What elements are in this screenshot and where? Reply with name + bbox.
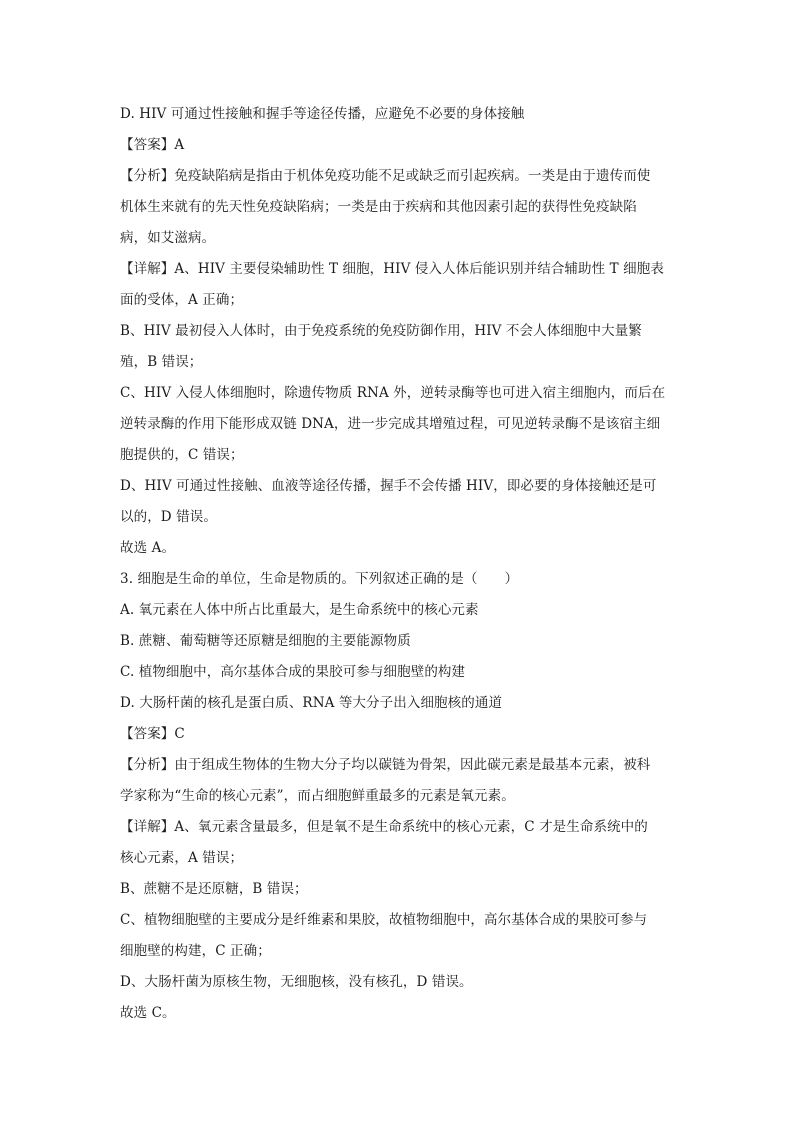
answer-q2: 【答案】A [120, 137, 185, 153]
option-d-q2: D. HIV 可通过性接触和握手等途径传播，应避免不必要的身体接触 [120, 106, 525, 122]
choice-q2: 故选 A。 [120, 540, 176, 556]
explanation-q2-line-7: 胞提供的，C 错误； [120, 447, 244, 463]
explanation-q3-line-6: D、大肠杆菌为原核生物，无细胞核，没有核孔，D 错误。 [120, 974, 473, 990]
explanation-q2-line-5: C、HIV 入侵人体细胞时，除遗传物质 RNA 外，逆转录酶等也可进入宿主细胞内，而后在 [120, 385, 666, 401]
explanation-q2-line-9: 以的，D 错误。 [120, 509, 217, 525]
explanation-q2-line-8: D、HIV 可通过性接触、血液等途径传播，握手不会传播 HIV，即必要的身体接触还是可 [120, 478, 657, 494]
question-3-stem: 3. 细胞是生命的单位，生命是物质的。下列叙述正确的是（ ） [120, 571, 519, 587]
explanation-q2-line-2: 面的受体，A 正确； [120, 292, 244, 308]
explanation-q2-line-6: 逆转录酶的作用下能形成双链 DNA，进一步完成其增殖过程，可见逆转录酶不是该宿主细 [120, 416, 661, 432]
analysis-q2-line-2: 机体生来就有的先天性免疫缺陷病；一类是由于疾病和其他因素引起的获得性免疫缺陷 [120, 199, 637, 215]
explanation-q3-line-5: 细胞壁的构建，C 正确； [120, 943, 271, 959]
explanation-q3-line-2: 核心元素，A 错误； [120, 850, 244, 866]
option-a-q3: A. 氧元素在人体中所占比重最大，是生命系统中的核心元素 [120, 602, 479, 618]
analysis-q3-line-2: 学家称为“生命的核心元素”，而占细胞鲜重最多的元素是氧元素。 [120, 788, 515, 804]
option-d-q3: D. 大肠杆菌的核孔是蛋白质、RNA 等大分子出入细胞核的通道 [120, 695, 503, 711]
explanation-q2-line-4: 殖，B 错误； [120, 354, 203, 370]
explanation-q2-line-3: B、HIV 最初侵入人体时，由于免疫系统的免疫防御作用，HIV 不会人体细胞中大量繁 [120, 323, 642, 339]
analysis-q2-line-3: 病，如艾滋病。 [120, 230, 216, 246]
explanation-q2-line-1: 【详解】A、HIV 主要侵染辅助性 T 细胞，HIV 侵入人体后能识别并结合辅助性 T 细胞表 [120, 261, 664, 277]
explanation-q3-line-4: C、植物细胞壁的主要成分是纤维素和果胶，故植物细胞中，高尔基体合成的果胶可参与 [120, 912, 648, 928]
explanation-q3-line-1: 【详解】A、氧元素含量最多，但是氧不是生命系统中的核心元素，C 才是生命系统中的 [120, 819, 648, 835]
analysis-q3-line-1: 【分析】由于组成生物体的生物大分子均以碳链为骨架，因此碳元素是最基本元素，被科 [120, 757, 651, 773]
explanation-q3-line-3: B、蔗糖不是还原糖，B 错误； [120, 881, 308, 897]
option-c-q3: C. 植物细胞中，高尔基体合成的果胶可参与细胞壁的构建 [120, 664, 466, 680]
choice-q3: 故选 C。 [120, 1005, 176, 1021]
document-body [120, 99, 680, 1029]
option-b-q3: B. 蔗糖、葡萄糖等还原糖是细胞的主要能源物质 [120, 633, 411, 649]
analysis-q2-line-1: 【分析】免疫缺陷病是指由于机体免疫功能不足或缺乏而引起疾病。一类是由于遗传而使 [120, 168, 651, 184]
answer-q3: 【答案】C [120, 726, 185, 742]
